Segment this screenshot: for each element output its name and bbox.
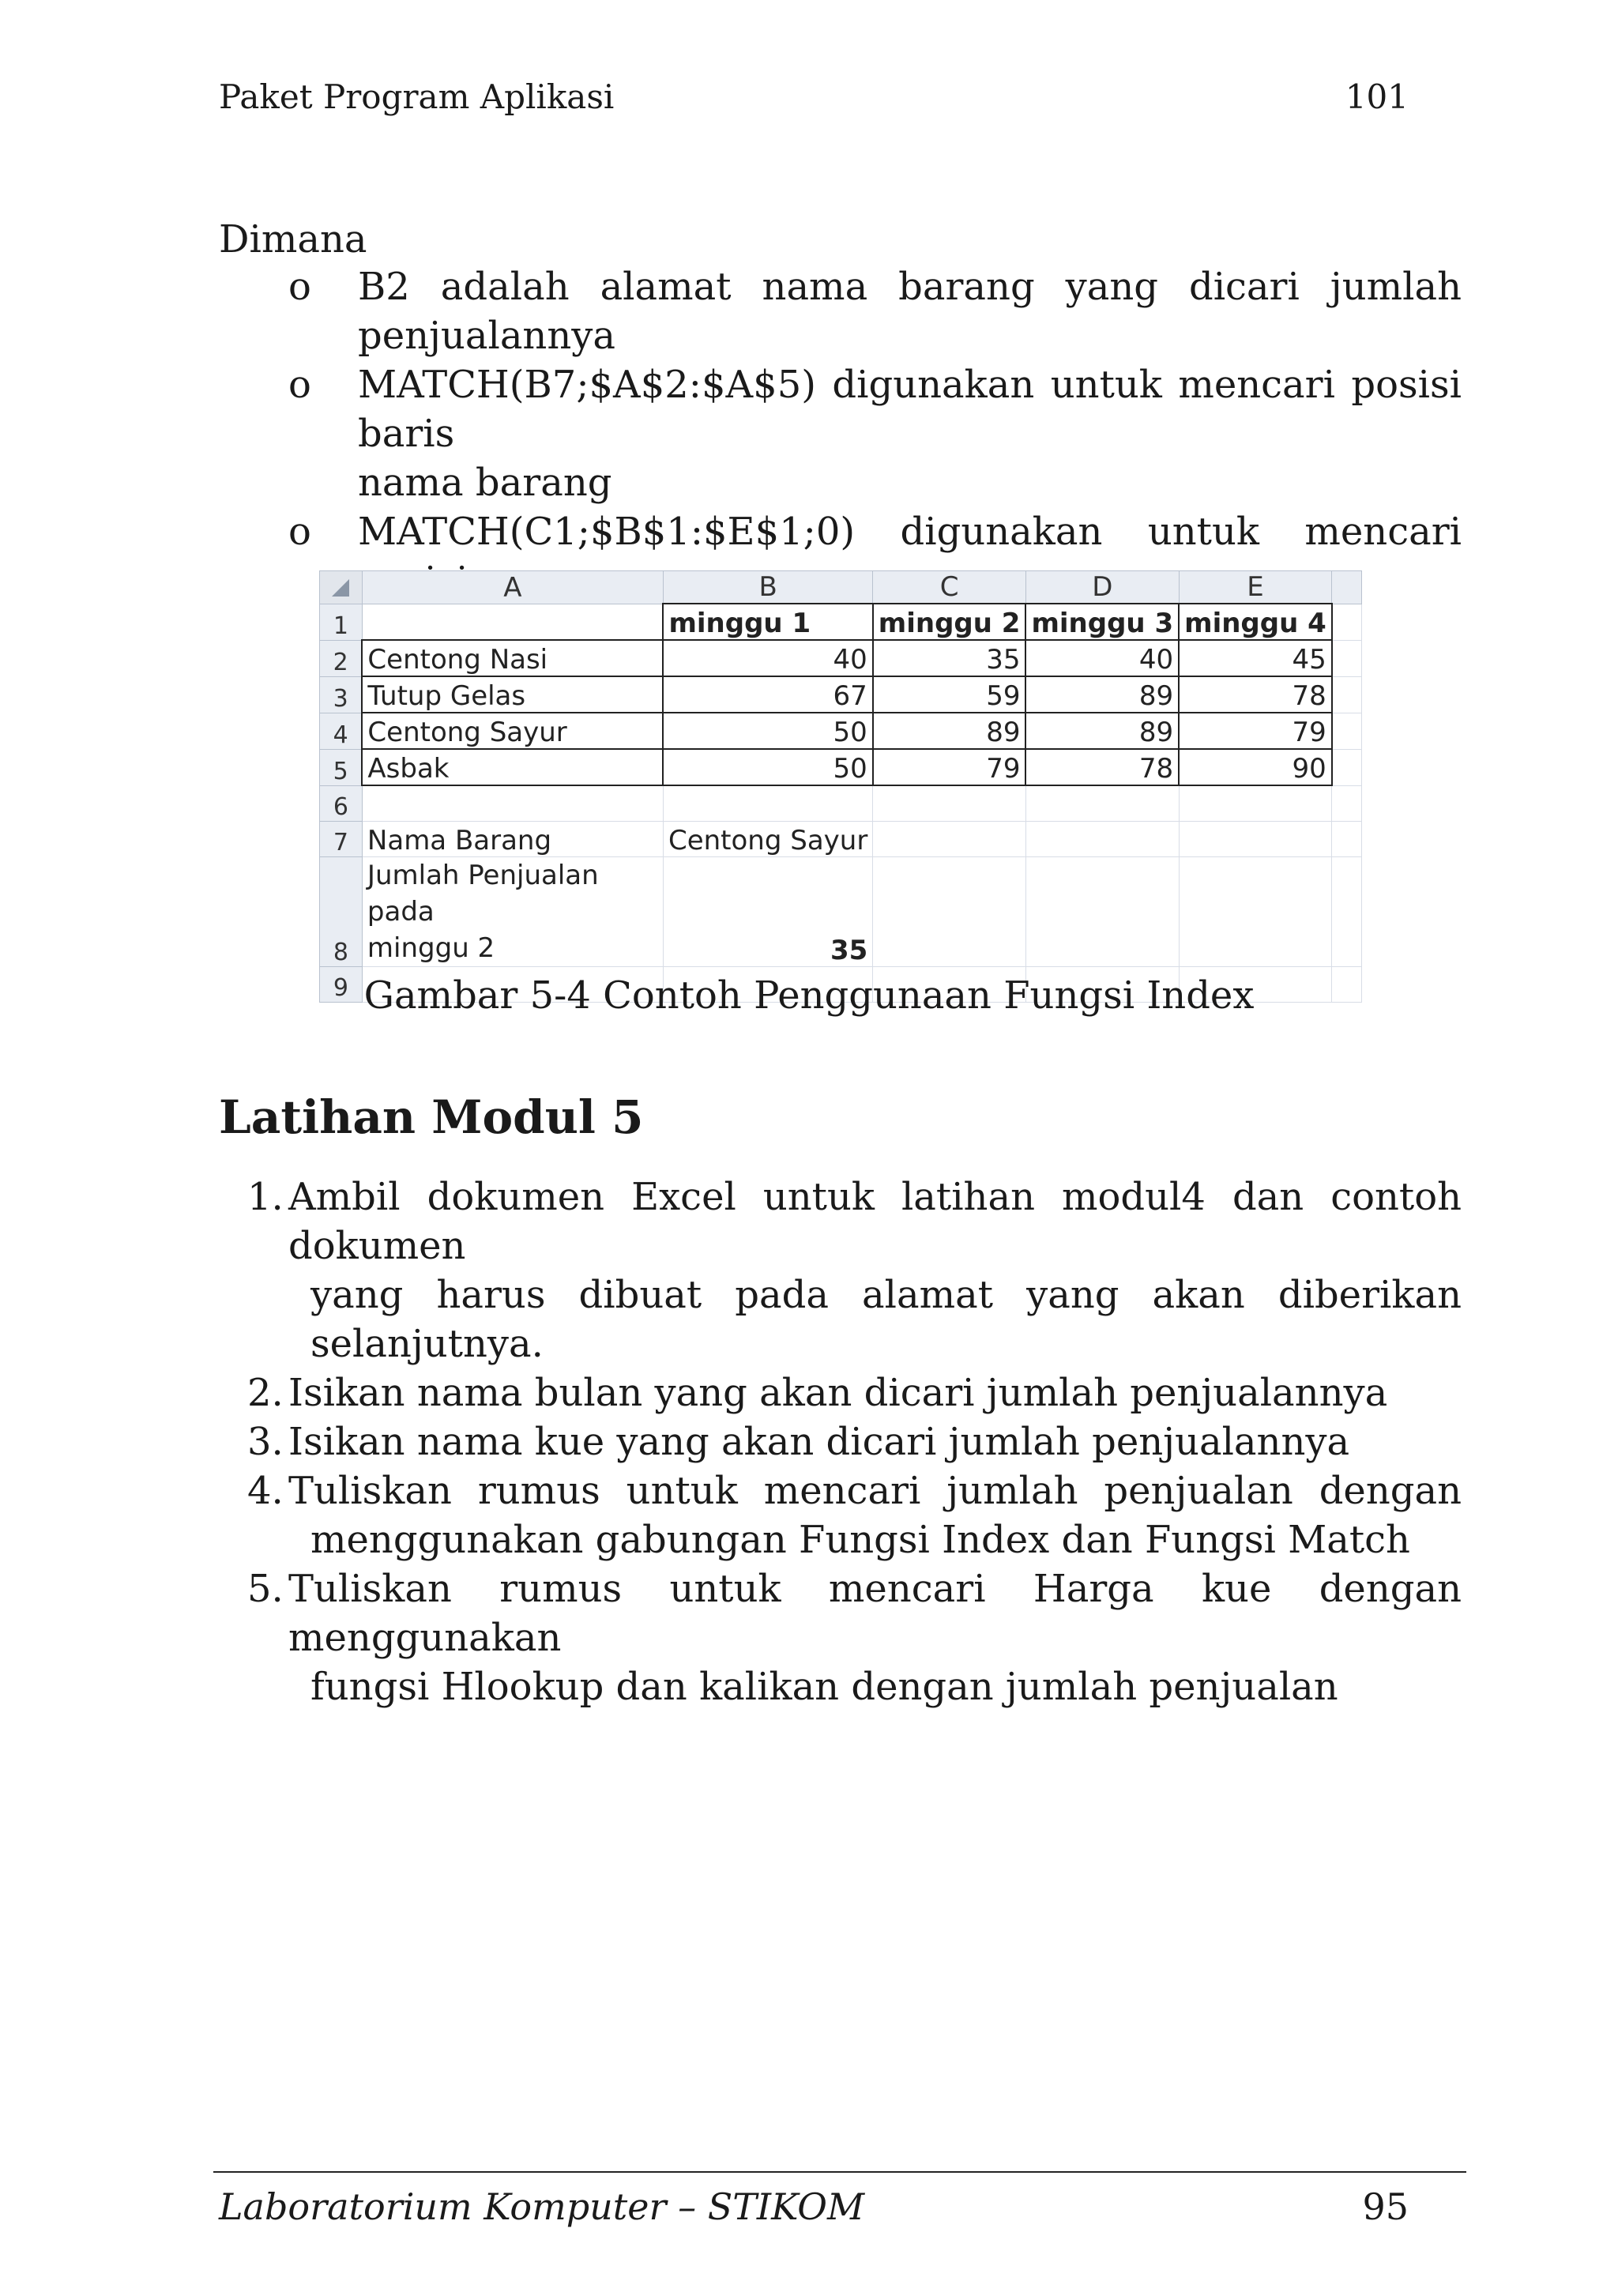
bullet-mark: o — [288, 363, 311, 407]
bullet-text-continued: nama barang — [358, 461, 612, 505]
row-header[interactable]: 9 — [320, 967, 363, 1003]
sheet-row — [320, 822, 1362, 857]
sheet-row — [320, 857, 1362, 967]
cell[interactable] — [873, 785, 1026, 822]
cell[interactable] — [1332, 676, 1362, 713]
cell[interactable] — [1332, 822, 1362, 857]
cell-value[interactable]: 59 — [873, 676, 1026, 713]
bullet-text: MATCH(C1;$B$1:$E$1;0) digunakan untuk mencari — [358, 510, 1462, 554]
cell[interactable] — [362, 604, 663, 640]
cell[interactable] — [1332, 785, 1362, 822]
cell-item-name[interactable]: Centong Sayur — [362, 713, 663, 749]
cell[interactable] — [873, 857, 1026, 967]
bullet-item — [219, 262, 1462, 360]
exercise-text-continued: menggunakan gabungan Fungsi Index dan Fungsi Match — [310, 1518, 1410, 1562]
cell-value[interactable]: 50 — [663, 749, 872, 785]
exercise-text: Tuliskan rumus untuk mencari Harga kue dengan menggunakan — [288, 1567, 1462, 1660]
select-all-triangle-icon — [332, 579, 349, 597]
cell-header[interactable]: minggu 4 — [1179, 604, 1332, 640]
sheet-row — [320, 749, 1362, 785]
sheet-row — [320, 785, 1362, 822]
spreadsheet-grid — [319, 570, 1362, 1003]
cell-header[interactable]: minggu 2 — [873, 604, 1026, 640]
bullet-item — [219, 360, 1462, 507]
cell[interactable] — [1179, 822, 1332, 857]
cell-label-jumlah[interactable] — [362, 857, 663, 967]
cell[interactable] — [1332, 749, 1362, 785]
exercise-text: Ambil dokumen Excel untuk latihan modul4 dan contoh dokumen — [288, 1175, 1462, 1268]
exercise-text: Tuliskan rumus untuk mencari jumlah penjualan dengan — [288, 1469, 1462, 1513]
exercise-item — [219, 1564, 1462, 1711]
footer-page-number: 95 — [1362, 2185, 1409, 2228]
row-header[interactable]: 8 — [320, 857, 363, 967]
cell-label-jumlah-line2: minggu 2 — [367, 932, 495, 964]
figure-caption: Gambar 5-4 Contoh Penggunaan Fungsi Index — [363, 973, 1255, 1018]
cell-label-nama-barang[interactable]: Nama Barang — [362, 822, 663, 857]
exercise-text-continued: yang harus dibuat pada alamat yang akan diberikan selanjutnya. — [310, 1273, 1462, 1366]
cell[interactable] — [362, 785, 663, 822]
bullet-text: B2 adalah alamat nama barang yang dicari jumlah — [358, 265, 1462, 309]
cell-value[interactable]: 40 — [663, 640, 872, 676]
cell-item-name[interactable]: Centong Nasi — [362, 640, 663, 676]
select-all-corner[interactable] — [320, 571, 363, 604]
cell[interactable] — [1025, 822, 1179, 857]
sheet-row — [320, 676, 1362, 713]
cell[interactable] — [1179, 785, 1332, 822]
cell-input-nama-barang[interactable]: Centong Sayur — [663, 822, 872, 857]
footer-rule — [213, 2171, 1466, 2173]
cell-header[interactable]: minggu 1 — [663, 604, 872, 640]
cell-value[interactable]: 78 — [1179, 676, 1332, 713]
row-header[interactable]: 5 — [320, 749, 363, 785]
cell-value[interactable]: 89 — [873, 713, 1026, 749]
row-header[interactable]: 7 — [320, 822, 363, 857]
cell[interactable] — [873, 822, 1026, 857]
section-heading: Latihan Modul 5 — [219, 1090, 644, 1144]
exercise-item — [219, 1172, 1462, 1368]
intro-text: Dimana — [219, 217, 367, 262]
row-header[interactable]: 1 — [320, 604, 363, 640]
column-header-b[interactable]: B — [663, 571, 872, 604]
bullet-mark: o — [288, 510, 311, 554]
exercise-item — [219, 1466, 1462, 1564]
exercise-number: 1. — [247, 1175, 284, 1219]
sheet-row — [320, 604, 1362, 640]
cell[interactable] — [1332, 640, 1362, 676]
sheet-row — [320, 713, 1362, 749]
cell-value[interactable]: 79 — [873, 749, 1026, 785]
cell-value[interactable]: 90 — [1179, 749, 1332, 785]
cell-value[interactable]: 89 — [1025, 713, 1179, 749]
row-header[interactable]: 2 — [320, 640, 363, 676]
exercise-item — [219, 1417, 1462, 1466]
cell-value[interactable]: 67 — [663, 676, 872, 713]
exercise-text-continued: fungsi Hlookup dan kalikan dengan jumlah penjualan — [310, 1665, 1338, 1709]
exercise-number: 2. — [247, 1371, 284, 1415]
bullet-text: MATCH(B7;$A$2:$A$5) digunakan untuk mencari posisi baris — [358, 363, 1462, 456]
exercise-number: 4. — [247, 1469, 284, 1513]
cell[interactable] — [1025, 785, 1179, 822]
cell-item-name[interactable]: Tutup Gelas — [362, 676, 663, 713]
row-header[interactable]: 6 — [320, 785, 363, 822]
cell-item-name[interactable]: Asbak — [362, 749, 663, 785]
bullet-text-continued: penjualannya — [358, 314, 615, 358]
cell[interactable] — [1332, 857, 1362, 967]
cell[interactable] — [1332, 713, 1362, 749]
cell-result-jumlah[interactable]: 35 — [663, 857, 872, 967]
row-header[interactable]: 4 — [320, 713, 363, 749]
exercise-text: Isikan nama kue yang akan dicari jumlah penjualannya — [288, 1420, 1350, 1464]
column-header-row — [320, 571, 1362, 604]
cell-value[interactable]: 45 — [1179, 640, 1332, 676]
column-header-e[interactable]: E — [1179, 571, 1332, 604]
cell-value[interactable]: 78 — [1025, 749, 1179, 785]
bullet-mark: o — [288, 265, 311, 309]
exercise-item — [219, 1368, 1462, 1417]
cell-value[interactable]: 89 — [1025, 676, 1179, 713]
cell-value[interactable]: 35 — [873, 640, 1026, 676]
cell[interactable] — [663, 785, 872, 822]
exercise-list — [219, 1172, 1462, 1711]
row-header[interactable]: 3 — [320, 676, 363, 713]
cell-label-jumlah-line1: Jumlah Penjualan pada — [367, 860, 599, 928]
running-header-page: 101 — [1345, 77, 1409, 116]
footer-text: Laboratorium Komputer – STIKOM — [219, 2185, 865, 2228]
cell[interactable] — [1179, 857, 1332, 967]
column-header-a[interactable]: A — [362, 571, 663, 604]
cell[interactable] — [1332, 604, 1362, 640]
exercise-number: 5. — [247, 1567, 284, 1611]
cell-header[interactable]: minggu 3 — [1025, 604, 1179, 640]
sheet-row — [320, 640, 1362, 676]
column-header-d[interactable]: D — [1025, 571, 1179, 604]
cell[interactable] — [1025, 857, 1179, 967]
column-header-f[interactable] — [1332, 571, 1362, 604]
running-header-title: Paket Program Aplikasi — [219, 77, 615, 116]
exercise-text: Isikan nama bulan yang akan dicari jumlah penjualannya — [288, 1371, 1388, 1415]
cell-value[interactable]: 50 — [663, 713, 872, 749]
column-header-c[interactable]: C — [873, 571, 1026, 604]
cell-value[interactable]: 40 — [1025, 640, 1179, 676]
cell-value[interactable]: 79 — [1179, 713, 1332, 749]
exercise-number: 3. — [247, 1420, 284, 1464]
